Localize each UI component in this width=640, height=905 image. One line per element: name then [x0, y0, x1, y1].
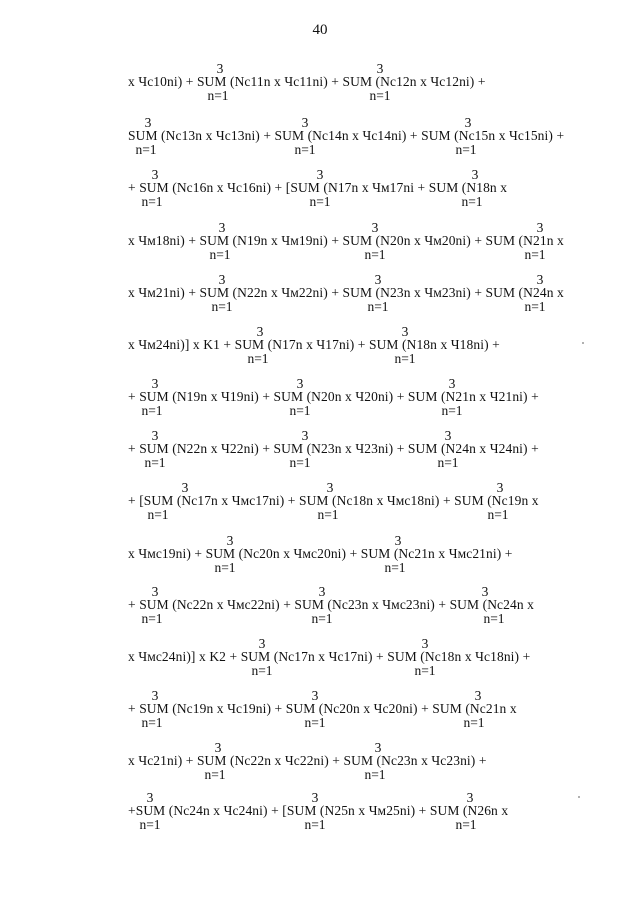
- formula-text: x Чс10ni) + SUM (Nc11n x Чс11ni) + SUM (Nc12n x Чс12ni) +: [128, 74, 486, 89]
- formula-text: x Чм21ni) + SUM (N22n x Чм22ni) + SUM (N23n x Чм23ni) + SUM (N24n x: [128, 285, 564, 300]
- sum-lower-limit: n=1: [455, 142, 477, 157]
- formula-text: x Чм24ni)] x K1 + SUM (N17n x Ч17ni) + SUM (N18n x Ч18ni) +: [128, 337, 500, 352]
- sum-lower-limit: n=1: [311, 611, 333, 626]
- formula-line: [0, 791, 640, 845]
- sum-lower-limit: n=1: [209, 247, 231, 262]
- formula-line: [0, 273, 640, 327]
- sum-upper-limit: 3: [301, 115, 309, 130]
- sum-upper-limit: 3: [466, 790, 474, 805]
- sum-lower-limit: n=1: [141, 715, 163, 730]
- sum-lower-limit: n=1: [139, 817, 161, 832]
- sum-lower-limit: n=1: [384, 560, 406, 575]
- sum-upper-limit: 3: [311, 790, 319, 805]
- formula-line: [0, 534, 640, 588]
- formula-line: [0, 377, 640, 431]
- sum-upper-limit: 3: [151, 428, 159, 443]
- sum-upper-limit: 3: [214, 740, 222, 755]
- sum-lower-limit: n=1: [251, 663, 273, 678]
- sum-lower-limit: n=1: [141, 403, 163, 418]
- formula-line: [0, 585, 640, 639]
- sum-lower-limit: n=1: [437, 455, 459, 470]
- sum-upper-limit: 3: [374, 740, 382, 755]
- sum-upper-limit: 3: [146, 790, 154, 805]
- sum-upper-limit: 3: [226, 533, 234, 548]
- sum-upper-limit: 3: [496, 480, 504, 495]
- sum-upper-limit: 3: [316, 167, 324, 182]
- sum-upper-limit: 3: [296, 376, 304, 391]
- sum-lower-limit: n=1: [463, 715, 485, 730]
- sum-lower-limit: n=1: [147, 507, 169, 522]
- sum-upper-limit: 3: [256, 324, 264, 339]
- sum-upper-limit: 3: [216, 61, 224, 76]
- sum-upper-limit: 3: [448, 376, 456, 391]
- sum-lower-limit: n=1: [364, 767, 386, 782]
- sum-lower-limit: n=1: [304, 715, 326, 730]
- sum-upper-limit: 3: [151, 584, 159, 599]
- formula-text: x Чмс24ni)] x K2 + SUM (Nc17n x Чс17ni) + SUM (Nc18n x Чс18ni) +: [128, 649, 531, 664]
- sum-lower-limit: n=1: [135, 142, 157, 157]
- sum-lower-limit: n=1: [247, 351, 269, 366]
- sum-lower-limit: n=1: [364, 247, 386, 262]
- sum-lower-limit: n=1: [211, 299, 233, 314]
- sum-upper-limit: 3: [318, 584, 326, 599]
- sum-upper-limit: 3: [376, 61, 384, 76]
- sum-upper-limit: 3: [464, 115, 472, 130]
- sum-lower-limit: n=1: [487, 507, 509, 522]
- sum-upper-limit: 3: [371, 220, 379, 235]
- sum-upper-limit: 3: [536, 272, 544, 287]
- formula-text: x Чмс19ni) + SUM (Nc20n x Чмс20ni) + SUM (Nc21n x Чмс21ni) +: [128, 546, 513, 561]
- sum-lower-limit: n=1: [483, 611, 505, 626]
- sum-lower-limit: n=1: [289, 403, 311, 418]
- sum-upper-limit: 3: [481, 584, 489, 599]
- sum-lower-limit: n=1: [317, 507, 339, 522]
- formula-text: + SUM (Nc19n x Чс19ni) + SUM (Nc20n x Чс20ni) + SUM (Nc21n x: [128, 701, 517, 716]
- sum-lower-limit: n=1: [309, 194, 331, 209]
- sum-upper-limit: 3: [144, 115, 152, 130]
- formula-text: + SUM (N19n x Ч19ni) + SUM (N20n x Ч20ni) + SUM (N21n x Ч21ni) +: [128, 389, 539, 404]
- sum-upper-limit: 3: [394, 533, 402, 548]
- sum-lower-limit: n=1: [414, 663, 436, 678]
- sum-lower-limit: n=1: [369, 88, 391, 103]
- sum-lower-limit: n=1: [141, 194, 163, 209]
- sum-lower-limit: n=1: [524, 299, 546, 314]
- formula-line: [0, 325, 640, 379]
- formula-line: [0, 116, 640, 170]
- formula-text: x Чс21ni) + SUM (Nc22n x Чс22ni) + SUM (Nc23n x Чс23ni) +: [128, 753, 487, 768]
- sum-upper-limit: 3: [218, 272, 226, 287]
- sum-upper-limit: 3: [471, 167, 479, 182]
- scan-speck: [582, 342, 584, 344]
- sum-upper-limit: 3: [374, 272, 382, 287]
- sum-lower-limit: n=1: [394, 351, 416, 366]
- sum-lower-limit: n=1: [144, 455, 166, 470]
- sum-lower-limit: n=1: [441, 403, 463, 418]
- sum-upper-limit: 3: [151, 688, 159, 703]
- formula-line: [0, 168, 640, 222]
- formula-line: [0, 637, 640, 691]
- sum-upper-limit: 3: [258, 636, 266, 651]
- sum-upper-limit: 3: [181, 480, 189, 495]
- sum-lower-limit: n=1: [294, 142, 316, 157]
- sum-lower-limit: n=1: [455, 817, 477, 832]
- sum-upper-limit: 3: [151, 376, 159, 391]
- page-number: 40: [312, 22, 328, 38]
- sum-upper-limit: 3: [311, 688, 319, 703]
- formula-line: [0, 62, 640, 116]
- formula-text: + SUM (Nc16n x Чс16ni) + [SUM (N17n x Чм17ni + SUM (N18n x: [128, 180, 508, 195]
- sum-lower-limit: n=1: [304, 817, 326, 832]
- sum-upper-limit: 3: [474, 688, 482, 703]
- sum-upper-limit: 3: [401, 324, 409, 339]
- sum-upper-limit: 3: [421, 636, 429, 651]
- formula-line: [0, 741, 640, 795]
- sum-lower-limit: n=1: [141, 611, 163, 626]
- sum-upper-limit: 3: [444, 428, 452, 443]
- formula-text: + [SUM (Nc17n x Чмс17ni) + SUM (Nc18n x Чмс18ni) + SUM (Nc19n x: [128, 493, 539, 508]
- sum-lower-limit: n=1: [461, 194, 483, 209]
- sum-upper-limit: 3: [218, 220, 226, 235]
- sum-upper-limit: 3: [536, 220, 544, 235]
- sum-upper-limit: 3: [151, 167, 159, 182]
- scan-speck: [578, 796, 580, 798]
- formula-text: x Чм18ni) + SUM (N19n x Чм19ni) + SUM (N20n x Чм20ni) + SUM (N21n x: [128, 233, 564, 248]
- sum-lower-limit: n=1: [367, 299, 389, 314]
- formula-line: [0, 481, 640, 535]
- sum-upper-limit: 3: [301, 428, 309, 443]
- formula-line: [0, 221, 640, 275]
- sum-lower-limit: n=1: [204, 767, 226, 782]
- sum-lower-limit: n=1: [524, 247, 546, 262]
- sum-upper-limit: 3: [326, 480, 334, 495]
- formula-text: SUM (Nc13n x Чс13ni) + SUM (Nc14n x Чс14ni) + SUM (Nc15n x Чс15ni) +: [128, 128, 565, 143]
- formula-line: [0, 689, 640, 743]
- sum-lower-limit: n=1: [289, 455, 311, 470]
- formula-text: + SUM (Nc22n x Чмс22ni) + SUM (Nc23n x Чмс23ni) + SUM (Nc24n x: [128, 597, 535, 612]
- formula-line: [0, 429, 640, 483]
- sum-lower-limit: n=1: [214, 560, 236, 575]
- formula-text: +SUM (Nc24n x Чс24ni) + [SUM (N25n x Чм25ni) + SUM (N26n x: [128, 803, 509, 818]
- sum-lower-limit: n=1: [207, 88, 229, 103]
- formula-text: + SUM (N22n x Ч22ni) + SUM (N23n x Ч23ni) + SUM (N24n x Ч24ni) +: [128, 441, 539, 456]
